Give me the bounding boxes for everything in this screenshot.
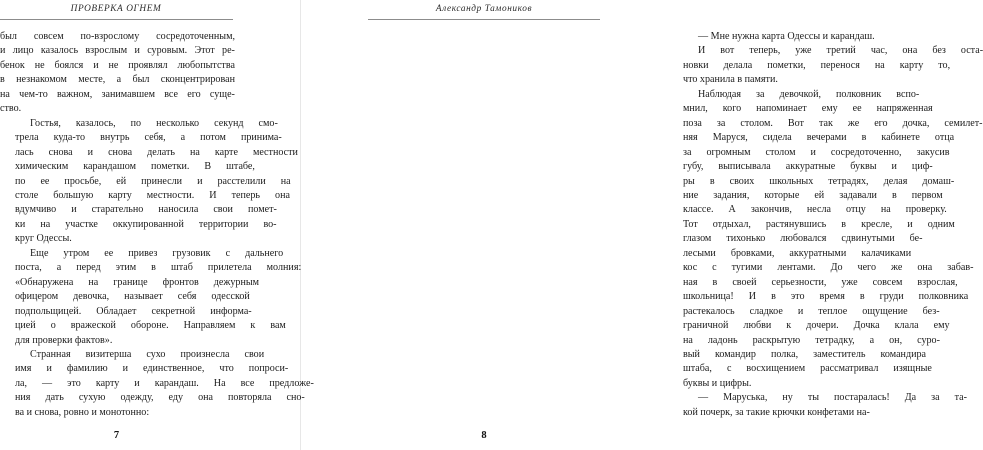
text-line: вдумчиво и старательно наносила свои помет-: [15, 204, 277, 216]
text-line: Тот отдыхал, растянувшись в кресле, и одним: [683, 218, 955, 230]
text-line: Странная визитерша сухо произнесла свои: [30, 348, 265, 360]
text-line: глазом тихонько любовался сдвинутыми бе-: [683, 233, 923, 245]
text-line: круг Одессы.: [15, 233, 72, 245]
text-line: ки на участке оккупированной территории во-: [15, 218, 277, 230]
text-line: что хранила в памяти.: [683, 74, 778, 86]
text-line: по ее просьбе, ей принесли и расстелили на: [15, 175, 291, 187]
paragraph: [668, 88, 983, 392]
paragraph: [668, 30, 900, 44]
text-line: бенок не боялся и не проявлял любопытства: [0, 59, 235, 71]
text-line: ние задания, которые ей задавали в первом: [683, 189, 943, 201]
paragraph: [0, 117, 298, 247]
paragraph: [0, 30, 235, 117]
paragraph: [668, 44, 983, 87]
text-line: мнил, кого напоминает ему ее напряженная: [683, 103, 933, 115]
text-line: имя и фамилию и единственное, что попроси-: [15, 363, 289, 375]
text-line: поза за столом. Вот так же его дочка, семилет-: [683, 117, 983, 129]
text-line: ния дать сухую одежду, еду она повторяла сно-: [15, 392, 305, 404]
text-line: школьница! И в это время в груди полковника: [683, 291, 969, 303]
text-line: губу, выписывала аккуратные буквы и циф-: [683, 161, 933, 173]
text-line: лесыми бровками, аккуратными калачиками: [683, 247, 912, 259]
text-line: граничной любви к дочери. Дочка клала ему: [683, 320, 950, 332]
text-line: в незнакомом месте, а был сконцентрирован: [0, 74, 235, 86]
text-line: няя Маруся, сидела вечерами в кабинете отца: [683, 132, 955, 144]
text-line: Наблюдая за девочкой, полковник вспо-: [698, 88, 920, 100]
text-line: ла, — это карту и карандаш. На все предложе-: [15, 377, 314, 389]
text-line: вый командир полка, заместитель командира: [683, 348, 927, 360]
text-line: растекалось сладкое и теплое ощущение без-: [683, 305, 940, 317]
left-page-header-rule: [0, 19, 233, 20]
left-page-running-head: ПРОВЕРКА ОГНЕМ: [70, 4, 162, 14]
text-line: «Обнаружена на границе фронтов дежурным: [15, 276, 260, 288]
text-line: ство.: [0, 103, 22, 115]
left-page-text-column: [0, 30, 314, 420]
right-page-running-head: Александр Тамоников: [435, 4, 533, 14]
text-line: ва и снова, ровно и монотонно:: [15, 406, 150, 418]
left-page-folio: 7: [113, 430, 120, 441]
text-line: — Маруська, ну ты постаралась! Да за та-: [698, 392, 968, 404]
right-page-header-rule: [368, 19, 600, 20]
text-line: кос с тугими лентами. До чего же она забав-: [683, 262, 974, 274]
text-line: И вот теперь, уже третий час, она без оста-: [698, 45, 983, 57]
text-line: поста, а перед этим в штаб прилетела молния:: [15, 262, 302, 274]
text-line: — Мне нужна карта Одессы и карандаш.: [698, 31, 875, 42]
text-line: буквы и цифры.: [683, 377, 752, 389]
text-line: офицером девочка, называет себя одесской: [15, 291, 250, 303]
text-line: классе. А закончив, несла отцу на проверку.: [683, 204, 947, 216]
text-line: ная в своей серьезности, уже совсем взрослая,: [683, 276, 958, 288]
text-line: новки делала пометки, перенося на карту то,: [683, 59, 951, 71]
paragraph: [0, 247, 302, 348]
left-page: [0, 0, 314, 450]
text-line: для проверки фактов».: [15, 334, 113, 346]
text-line: столе большую карту местности. И теперь она: [15, 189, 290, 201]
text-line: подпольщицей. Обладает секретной информа-: [15, 305, 252, 317]
text-line: лась снова и снова делать на карте местности: [15, 146, 298, 158]
text-line: был совсем по-взрослому сосредоточенным,: [0, 31, 235, 42]
text-line: ры в своих школьных тетрадях, делая домаш-: [683, 175, 955, 187]
paragraph: [668, 391, 968, 420]
text-line: штаба, с восхищением рассматривал изящные: [683, 363, 932, 375]
text-line: на чем-то важном, занимавшем все его суще-: [0, 88, 235, 100]
right-page-text-column: [668, 30, 983, 420]
text-line: Еще утром ее привез грузовик с дальнего: [30, 247, 284, 259]
text-line: Гостья, казалось, по несколько секунд смо-: [30, 117, 278, 129]
text-line: на ладонь раскрытую тетрадку, а он, суро-: [683, 334, 940, 346]
text-line: за огромным столом и сосредоточенно, закусив: [683, 146, 950, 158]
text-line: трела куда-то внутрь себя, а потом принима-: [15, 132, 282, 144]
text-line: кой почерк, за такие крючки конфетами на-: [683, 406, 870, 418]
text-line: химическим карандашом пометки. В штабе,: [15, 161, 255, 173]
paragraph: [0, 348, 314, 420]
right-page-folio: 8: [481, 430, 487, 441]
text-line: цией о вражеской обороне. Направляем к вам: [15, 320, 286, 332]
text-line: и лицо казалось взрослым и суровым. Этот ре-: [0, 45, 235, 57]
right-page: [300, 0, 983, 450]
